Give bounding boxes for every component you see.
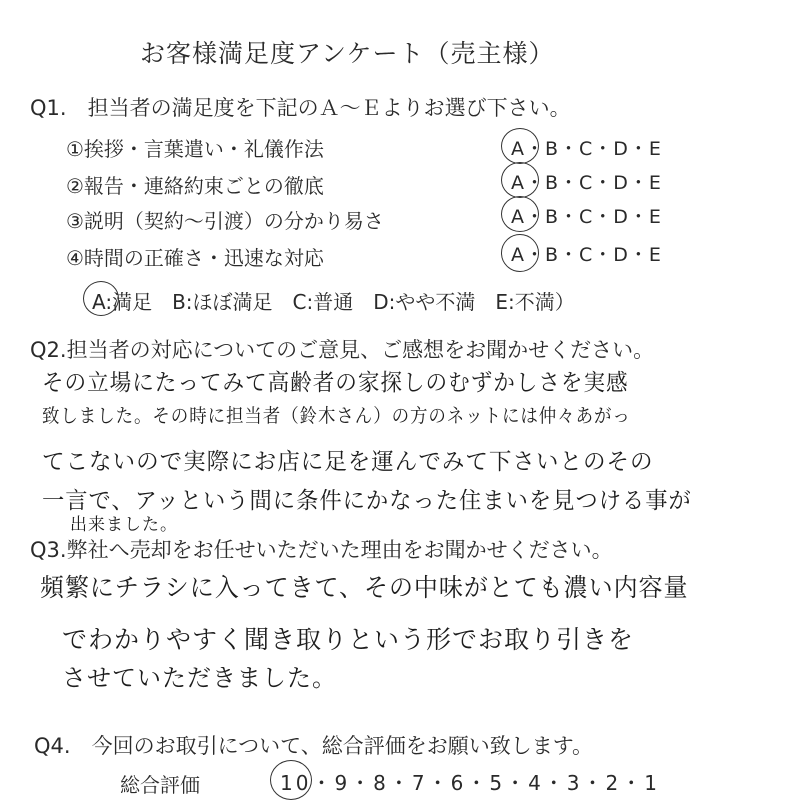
q1-item-label: ①挨拶・言葉遣い・礼儀作法 — [66, 137, 324, 161]
selected-rating-circle — [270, 760, 312, 800]
selected-answer-circle — [501, 196, 539, 232]
q2-answer-line: 致しました。その時に担当者（鈴木さん）の方のネットには仲々あがっ — [42, 405, 631, 427]
q2-answer-line: 一言で、アッという間に条件にかなった住まいを見つける事が — [42, 488, 692, 514]
q3-answer-line: でわかりやすく聞き取りという形でお取り引きを — [62, 625, 635, 654]
q1-item-label: ②報告・連絡約束ごとの徹底 — [66, 174, 324, 198]
selected-answer-circle — [501, 162, 539, 198]
q4-question: Q4. 今回のお取引について、総合評価をお願い致します。 — [34, 734, 594, 758]
q4-scale: 10・9・8・7・6・5・4・3・2・1 — [280, 771, 660, 795]
q1-item-label: ③説明（契約～引渡）の分かり易さ — [66, 209, 384, 233]
q2-answer-line: てこないので実際にお店に足を運んでみて下さいとのその — [42, 449, 654, 475]
survey-title: お客様満足度アンケート（売主様） — [140, 39, 555, 68]
q1-item-scale: A・B・C・D・E — [511, 244, 662, 266]
legend-circle — [83, 281, 119, 316]
selected-answer-circle — [501, 128, 539, 164]
q1-item-scale: A・B・C・D・E — [511, 172, 662, 194]
q3-answer-line: 頻繁にチラシに入ってきて、その中味がとても濃い内容量 — [40, 573, 689, 602]
q1-item-scale: A・B・C・D・E — [511, 138, 662, 160]
q1-item-scale: A・B・C・D・E — [511, 206, 662, 228]
q1-item-label: ④時間の正確さ・迅速な対応 — [66, 246, 324, 270]
q2-answer-line: 出来ました。 — [70, 515, 178, 535]
q3-answer-line: させていただきました。 — [62, 664, 337, 692]
q4-label: 総合評価 — [120, 773, 200, 797]
q1-legend: A:満足 B:ほぼ満足 C:普通 D:やや不満 E:不満） — [92, 290, 575, 314]
selected-answer-circle — [501, 234, 539, 272]
q2-answer-line: その立場にたってみて高齢者の家探しのむずかしさを実感 — [42, 370, 629, 396]
q3-question: Q3.弊社へ売却をお任せいただいた理由をお聞かせください。 — [30, 538, 613, 562]
q2-question: Q2.担当者の対応についてのご意見、ご感想をお聞かせください。 — [30, 338, 655, 362]
q1-question: Q1. 担当者の満足度を下記のＡ～Ｅよりお選び下さい。 — [30, 96, 571, 120]
